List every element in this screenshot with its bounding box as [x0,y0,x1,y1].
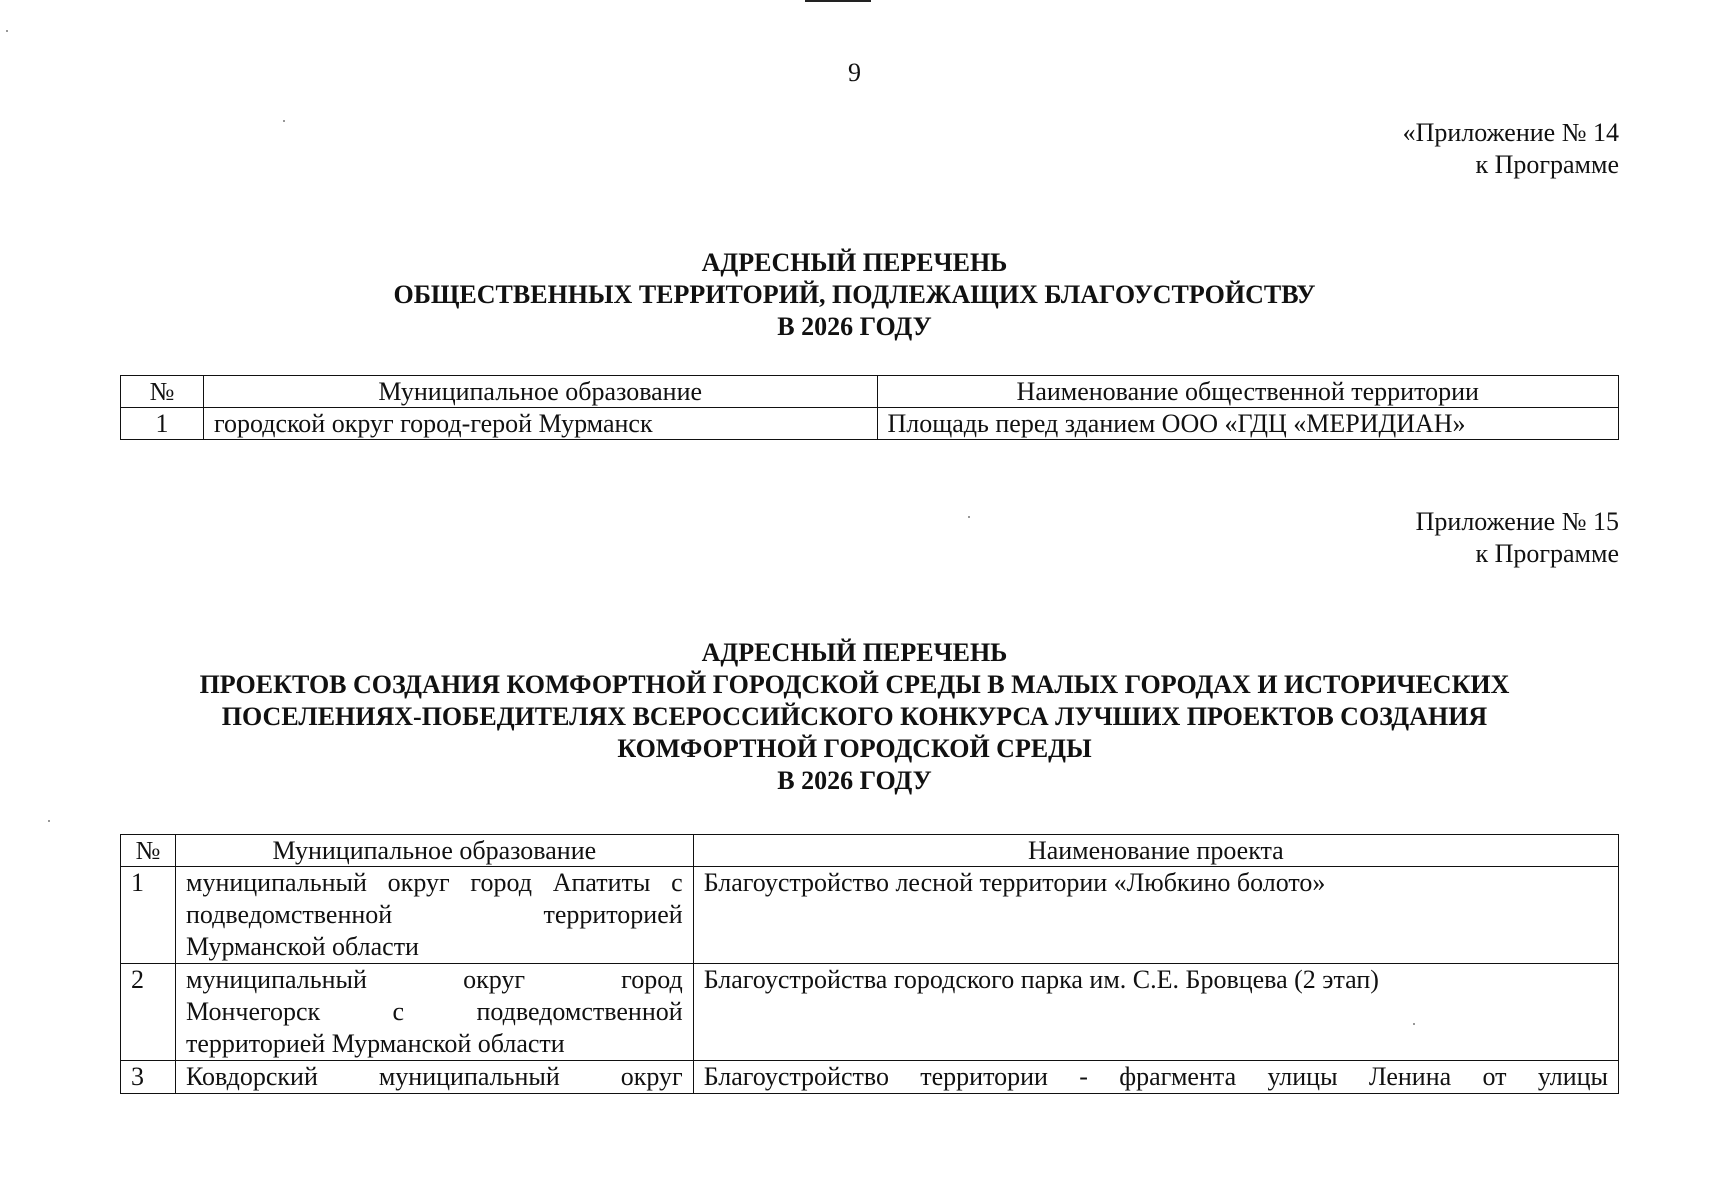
row-municipality [175,964,693,1061]
row-number: 1 [121,408,204,440]
scan-speck [968,516,970,518]
scan-speck [6,30,8,32]
public-territories-table [120,375,1619,440]
row-project: Благоустройство лесной территории «Любкино болото» [693,867,1618,964]
row-municipality [175,1061,693,1094]
heading-1-line-3: В 2026 ГОДУ [777,312,932,341]
scan-speck [283,120,285,122]
table-row [121,867,1619,964]
column-header-municipality: Муниципальное образование [203,376,877,408]
project-line: Благоустройство территории - фрагмента улицы Ленина от улицы [703,1062,1608,1091]
heading-2-line-5: В 2026 ГОДУ [777,766,932,795]
municipality-line: территорией Мурманской области [185,1029,565,1058]
municipality-line: подведомственной территорией [185,900,683,929]
column-header-project: Наименование проекта [693,835,1618,867]
table-row [121,964,1619,1061]
row-number: 1 [121,867,176,964]
appendix-14-label [1403,117,1619,181]
municipality-line: Мончегорск с подведомственной [185,997,683,1026]
comfort-projects-table [120,834,1619,1094]
scan-speck [1413,1023,1415,1025]
row-number: 2 [121,964,176,1061]
heading-comfort-projects [0,637,1709,797]
appendix-14-title: «Приложение № 14 [1402,118,1619,147]
row-number: 3 [121,1061,176,1094]
scan-speck [48,820,50,822]
heading-1-line-2: ОБЩЕСТВЕННЫХ ТЕРРИТОРИЙ, ПОДЛЕЖАЩИХ БЛАГОУСТРОЙСТВУ [393,280,1316,309]
heading-2-line-3: ПОСЕЛЕНИЯХ-ПОБЕДИТЕЛЯХ ВСЕРОССИЙСКОГО КОНКУРСА ЛУЧШИХ ПРОЕКТОВ СОЗДАНИЯ [221,702,1488,731]
table-header-row [121,376,1619,408]
column-header-municipality: Муниципальное образование [175,835,693,867]
heading-1-line-1: АДРЕСНЫЙ ПЕРЕЧЕНЬ [701,248,1008,277]
heading-2-line-1: АДРЕСНЫЙ ПЕРЕЧЕНЬ [701,638,1008,667]
column-header-number: № [121,376,204,408]
row-territory: Площадь перед зданием ООО «ГДЦ «МЕРИДИАН» [877,408,1619,440]
heading-2-line-4: КОМФОРТНОЙ ГОРОДСКОЙ СРЕДЫ [617,734,1092,763]
appendix-15-program: к Программе [1475,539,1619,568]
row-municipality [175,867,693,964]
page-number: 9 [848,58,861,87]
row-project [693,1061,1618,1094]
table-row [121,408,1619,440]
scan-top-mark [805,0,871,2]
municipality-line: муниципальный округ город [185,965,683,994]
municipality-line: Ковдорский муниципальный округ [185,1062,683,1091]
appendix-14-program: к Программе [1475,150,1619,179]
row-project: Благоустройства городского парка им. С.Е. Бровцева (2 этап) [693,964,1618,1061]
appendix-15-label [1416,506,1619,570]
appendix-15-title: Приложение № 15 [1415,507,1619,536]
table-header-row [121,835,1619,867]
row-municipality: городской округ город-герой Мурманск [203,408,877,440]
column-header-territory: Наименование общественной территории [877,376,1619,408]
heading-public-territories [0,247,1709,343]
municipality-line: муниципальный округ город Апатиты с [185,868,683,897]
municipality-line: Мурманской области [185,932,419,961]
table-row [121,1061,1619,1094]
column-header-number: № [121,835,176,867]
heading-2-line-2: ПРОЕКТОВ СОЗДАНИЯ КОМФОРТНОЙ ГОРОДСКОЙ СРЕДЫ В МАЛЫХ ГОРОДАХ И ИСТОРИЧЕСКИХ [199,670,1510,699]
